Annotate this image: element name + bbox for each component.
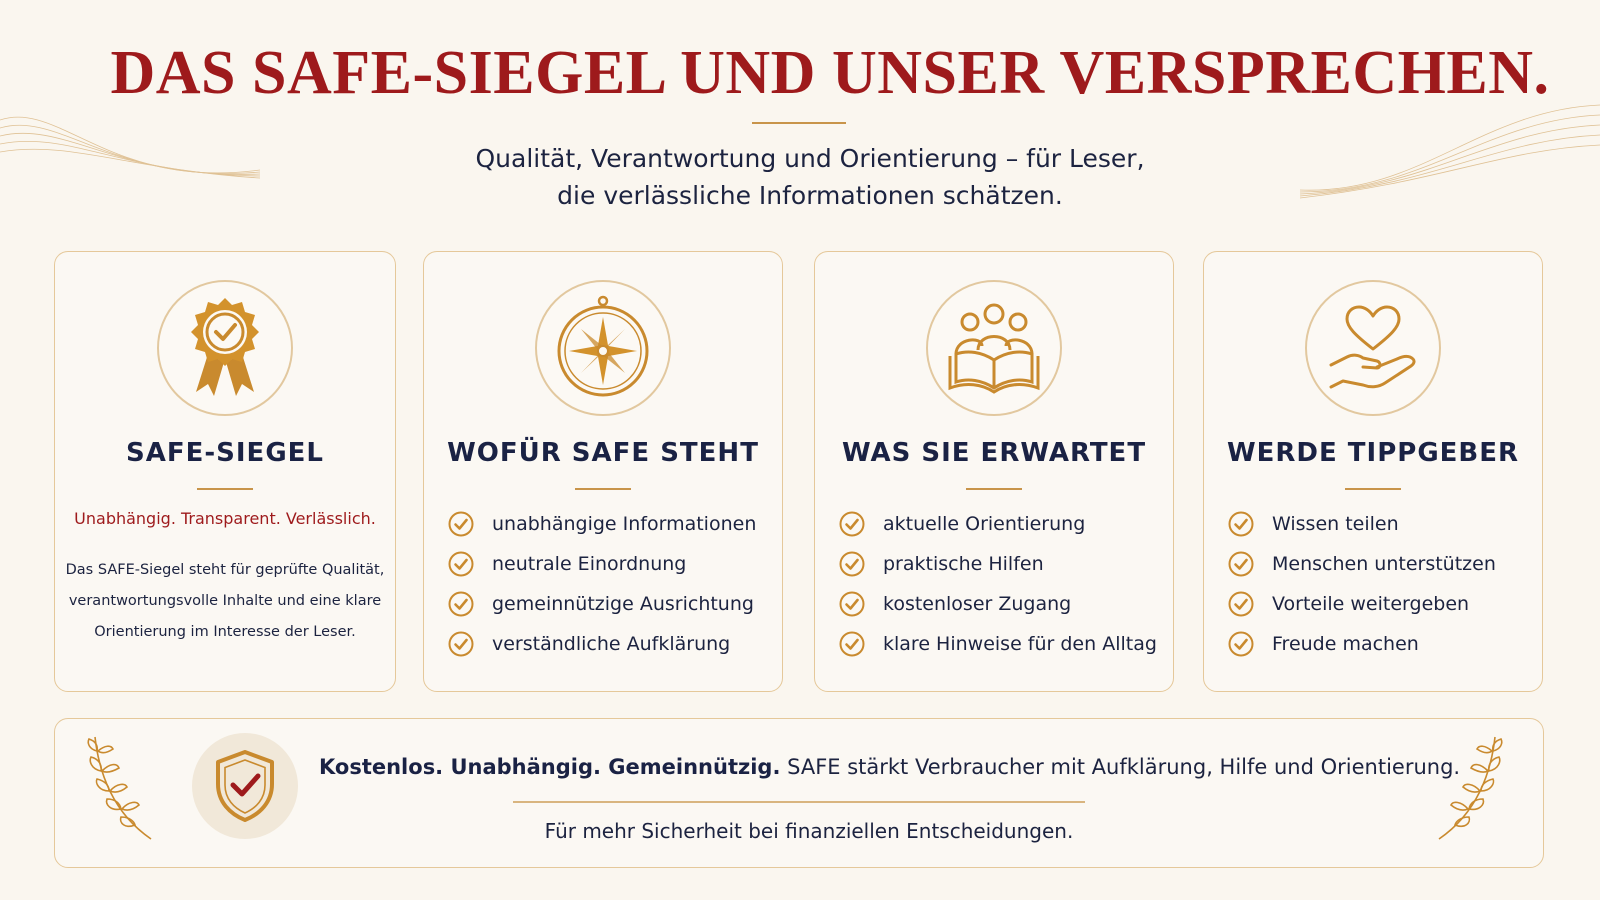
- title-divider: [752, 122, 846, 124]
- card-safe-siegel: [54, 251, 396, 692]
- list-item: [448, 584, 756, 624]
- list-item: [1228, 584, 1496, 624]
- list-item-label: unabhängige Informationen: [492, 513, 757, 535]
- subtitle-line-1: Qualität, Verantwortung und Orientierung – für Leser,: [475, 144, 1145, 173]
- card-tagline: Unabhängig. Transparent. Verlässlich.: [74, 509, 376, 528]
- check-circle-icon: [448, 591, 474, 617]
- check-circle-icon: [448, 511, 474, 537]
- check-circle-icon: [839, 551, 865, 577]
- list-item: [448, 624, 756, 664]
- list-item-label: kostenloser Zugang: [883, 593, 1072, 615]
- page-title: DAS SAFE-SIEGEL UND UNSER VERSPRECHEN.: [110, 39, 1550, 107]
- award-rosette-icon: [157, 280, 293, 416]
- check-circle-icon: [1228, 511, 1254, 537]
- list-item: [448, 504, 756, 544]
- footer-text: SAFE stärkt Verbraucher mit Aufklärung, Hilfe und Orientierung.: [780, 755, 1461, 779]
- check-circle-icon: [1228, 631, 1254, 657]
- check-circle-icon: [839, 511, 865, 537]
- list-item: [1228, 504, 1496, 544]
- list-item: [1228, 544, 1496, 584]
- feature-list: [448, 504, 756, 664]
- card-was-sie-erwartet: [814, 251, 1174, 692]
- laurel-icon: [1433, 733, 1505, 843]
- check-circle-icon: [839, 631, 865, 657]
- check-circle-icon: [839, 591, 865, 617]
- description-line: Orientierung im Interesse der Leser.: [94, 624, 356, 640]
- heart-hand-icon: [1305, 280, 1441, 416]
- list-item-label: klare Hinweise für den Alltag: [883, 633, 1157, 655]
- list-item: [839, 624, 1157, 664]
- card-description: [65, 555, 385, 648]
- card-wofuer-safe-steht: [423, 251, 783, 692]
- card-werde-tippgeber: [1203, 251, 1543, 692]
- footer-main-line: [319, 755, 1460, 779]
- footer-divider: [513, 801, 1085, 803]
- footer-bold-text: Kostenlos. Unabhängig. Gemeinnützig.: [319, 755, 781, 779]
- compass-icon: [535, 280, 671, 416]
- feature-list: [839, 504, 1157, 664]
- list-item-label: praktische Hilfen: [883, 553, 1044, 575]
- list-item-label: Menschen unterstützen: [1272, 553, 1496, 575]
- list-item-label: Wissen teilen: [1272, 513, 1399, 535]
- footer-banner: [54, 718, 1544, 868]
- list-item-label: verständliche Aufklärung: [492, 633, 731, 655]
- list-item-label: neutrale Einordnung: [492, 553, 687, 575]
- footer-sub-line: Für mehr Sicherheit bei finanziellen Entscheidungen.: [544, 819, 1074, 843]
- people-book-icon: [926, 280, 1062, 416]
- card-divider: [197, 488, 253, 490]
- subtitle-line-2: die verlässliche Informationen schätzen.: [557, 181, 1063, 210]
- list-item: [1228, 624, 1496, 664]
- list-item: [839, 504, 1157, 544]
- list-item: [839, 544, 1157, 584]
- description-line: verantwortungsvolle Inhalte und eine klare: [68, 593, 382, 609]
- feature-list: [1228, 504, 1496, 664]
- card-divider: [966, 488, 1022, 490]
- card-divider: [575, 488, 631, 490]
- card-title: WOFÜR SAFE STEHT: [447, 438, 759, 468]
- list-item-label: gemeinnützige Ausrichtung: [492, 593, 754, 615]
- card-divider: [1345, 488, 1401, 490]
- check-circle-icon: [448, 631, 474, 657]
- card-title: WAS SIE ERWARTET: [841, 438, 1147, 468]
- card-title: SAFE-SIEGEL: [126, 438, 324, 468]
- check-circle-icon: [1228, 551, 1254, 577]
- list-item: [839, 584, 1157, 624]
- list-item: [448, 544, 756, 584]
- check-circle-icon: [448, 551, 474, 577]
- description-line: Das SAFE-Siegel steht für geprüfte Qualität,: [65, 562, 385, 578]
- list-item-label: Freude machen: [1272, 633, 1419, 655]
- card-title: WERDE TIPPGEBER: [1226, 438, 1520, 468]
- check-circle-icon: [1228, 591, 1254, 617]
- page-subtitle: [0, 140, 1600, 214]
- list-item-label: aktuelle Orientierung: [883, 513, 1086, 535]
- list-item-label: Vorteile weitergeben: [1272, 593, 1470, 615]
